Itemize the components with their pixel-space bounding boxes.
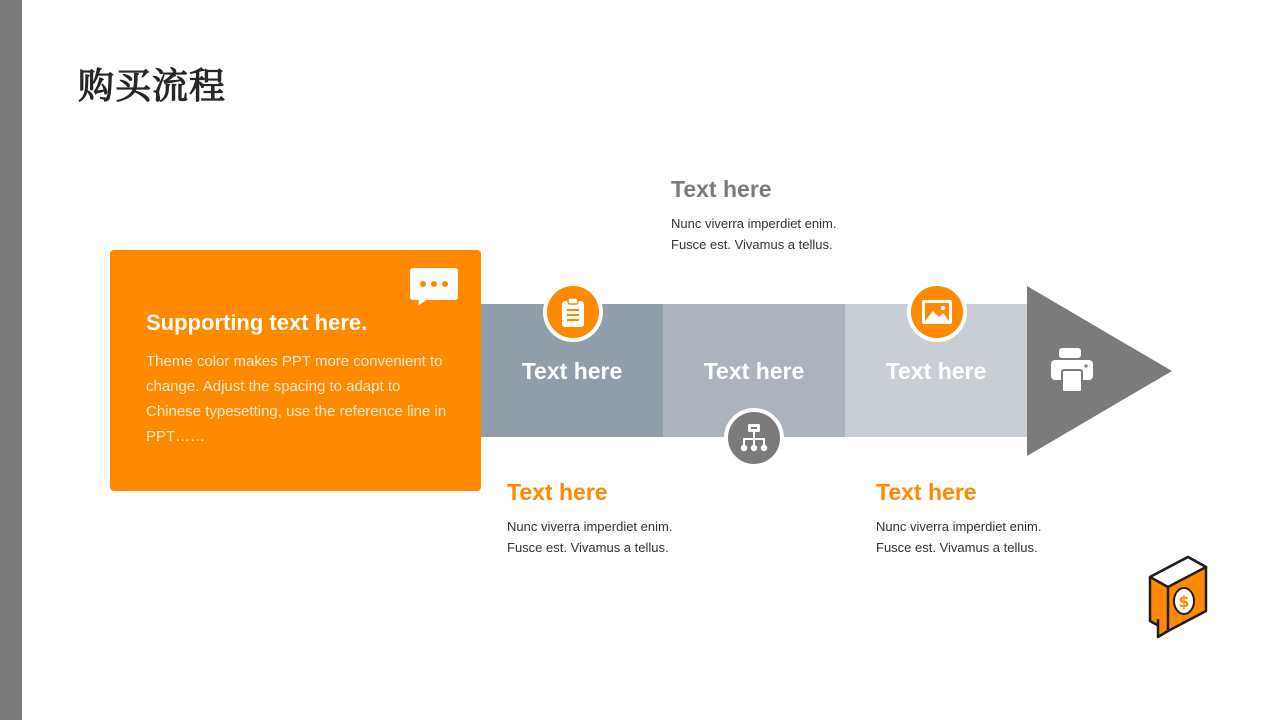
step-1-label: Text here [521, 358, 623, 384]
clipboard-circle [543, 282, 603, 342]
top-blurb-line-1: Nunc viverra imperdiet enim. [671, 216, 837, 231]
svg-text:$: $ [1178, 592, 1190, 611]
page-title: 购买流程 [78, 66, 227, 107]
step-3-label: Text here [885, 358, 987, 384]
dollar-chat-logo [1144, 555, 1212, 645]
card-heading: Supporting text here. [146, 310, 368, 335]
image-icon [922, 300, 952, 324]
image-circle [907, 282, 967, 342]
step-2-label: Text here [703, 358, 805, 384]
left-accent-bar [0, 0, 22, 720]
org-chart-circle [724, 408, 784, 468]
card-body: Theme color makes PPT more convenient to change. Adjust the spacing to adapt to Chinese typesetting, use the reference line in PPT…… [146, 353, 447, 445]
bottom-left-blurb-body [507, 516, 672, 558]
clipboard-icon [561, 297, 585, 327]
top-blurb-body [671, 213, 836, 255]
org-chart-icon [739, 423, 769, 453]
top-blurb-line-2: Fusce est. Vivamus a tellus. [671, 237, 833, 252]
bottom-right-blurb-line-1: Nunc viverra imperdiet enim. [876, 519, 1042, 534]
supporting-card [110, 250, 481, 491]
bottom-right-blurb-title: Text here [876, 479, 977, 505]
chat-bubble-icon [410, 268, 458, 306]
bottom-left-blurb-line-2: Fusce est. Vivamus a tellus. [507, 540, 669, 555]
bottom-left-blurb-line-1: Nunc viverra imperdiet enim. [507, 519, 673, 534]
top-blurb-title: Text here [671, 176, 772, 202]
bottom-left-blurb-title: Text here [507, 479, 608, 505]
bottom-right-blurb-line-2: Fusce est. Vivamus a tellus. [876, 540, 1038, 555]
bottom-right-blurb-body [876, 516, 1041, 558]
process-arrow-head [1027, 286, 1173, 456]
